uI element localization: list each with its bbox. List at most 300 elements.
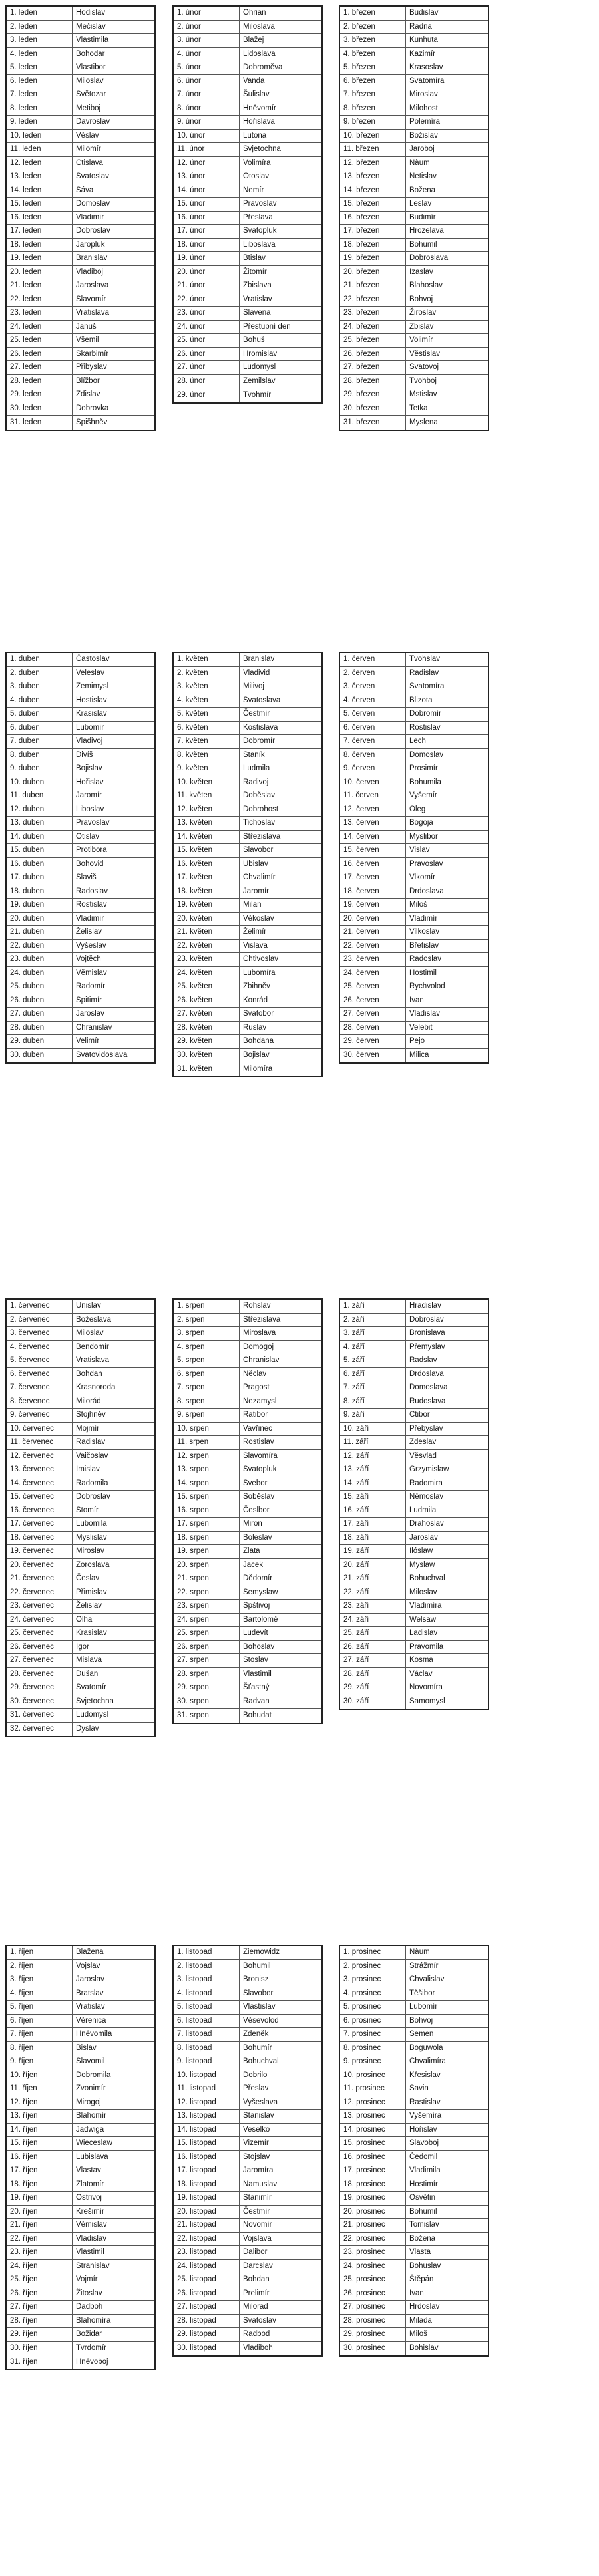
name-cell: Blížbor (76, 376, 100, 385)
name-day-row (174, 871, 321, 885)
name-cell: Grzymislaw (409, 1465, 449, 1473)
name-cell: Chranislav (243, 1356, 280, 1364)
name-day-row (340, 143, 488, 157)
name-cell: Welsaw (409, 1615, 437, 1624)
date-cell: 13. září (343, 1463, 406, 1477)
name-cell: Dobrovka (76, 404, 109, 412)
date-cell: 13. březen (343, 170, 406, 184)
name-cell: Svjetochna (243, 145, 281, 153)
name-cell: Jaromír (76, 791, 102, 799)
date-cell: 7. červen (343, 735, 406, 748)
name-cell: Zoroslava (76, 1560, 110, 1569)
name-day-row (7, 75, 154, 89)
name-cell: Bendomír (76, 1342, 109, 1351)
date-cell: 7. květen (177, 735, 240, 748)
date-cell: 29. listopad (177, 2328, 240, 2341)
date-cell: 26. květen (177, 994, 240, 1008)
date-cell: 24. září (343, 1614, 406, 1627)
name-cell: Zvonimír (76, 2084, 106, 2092)
name-day-row (7, 307, 154, 321)
name-day-row (174, 225, 321, 239)
name-day-row (174, 1695, 321, 1709)
date-cell: 14. duben (10, 831, 73, 844)
date-cell: 8. červenec (10, 1395, 73, 1409)
date-cell: 19. srpen (177, 1545, 240, 1558)
name-day-row (340, 1614, 488, 1628)
name-day-row (340, 1681, 488, 1695)
name-cell: Chvalislav (409, 1975, 445, 1983)
date-cell: 23. září (343, 1600, 406, 1613)
date-cell: 30. leden (10, 402, 73, 416)
name-day-row (7, 2124, 154, 2138)
date-cell: 27. srpen (177, 1654, 240, 1667)
name-day-row (174, 21, 321, 35)
name-cell: Ivan (409, 996, 424, 1004)
name-day-row (7, 130, 154, 144)
name-day-row (174, 1627, 321, 1641)
name-day-row (340, 708, 488, 722)
date-cell: 19. září (343, 1545, 406, 1558)
name-day-row (174, 1586, 321, 1600)
date-cell: 28. duben (10, 1022, 73, 1035)
name-day-row (7, 402, 154, 416)
date-cell: 11. červen (343, 789, 406, 803)
date-cell: 13. říjen (10, 2110, 73, 2123)
name-cell: Spišhněv (76, 418, 108, 426)
name-day-row (7, 2273, 154, 2287)
month-table-8 (339, 1298, 489, 1710)
name-cell: Pravomila (409, 1642, 444, 1651)
name-cell: Jaroslava (76, 281, 109, 289)
date-cell: 1. srpen (177, 1300, 240, 1313)
name-cell: Slavobor (243, 846, 274, 854)
name-cell: Česlbor (243, 1506, 270, 1514)
name-cell: Slavoboj (409, 2139, 439, 2147)
name-cell: Jadwiga (76, 2125, 104, 2134)
name-cell: Svatovidoslava (76, 1051, 128, 1059)
name-day-row (7, 722, 154, 736)
name-day-row (174, 967, 321, 981)
name-cell: Radbod (243, 2330, 270, 2338)
name-cell: Tvohboj (409, 376, 437, 385)
name-cell: Netislav (409, 172, 437, 180)
name-cell: Bronisz (243, 1975, 269, 1983)
date-cell: 2. květen (177, 667, 240, 680)
name-cell: Častoslav (76, 655, 110, 663)
name-day-row (340, 170, 488, 184)
name-cell: Drdoslava (409, 887, 444, 895)
date-cell: 19. leden (10, 252, 73, 265)
date-cell: 26. listopad (177, 2287, 240, 2301)
name-cell: Miloslava (243, 22, 275, 31)
name-cell: Vlasta (409, 2248, 431, 2256)
name-cell: Radomila (76, 1479, 108, 1487)
name-day-row (174, 749, 321, 763)
name-day-row (7, 953, 154, 967)
name-day-row (340, 871, 488, 885)
date-cell: 22. červen (343, 940, 406, 953)
name-day-row (340, 2260, 488, 2274)
name-cell: Vyšeslava (243, 2098, 278, 2106)
date-cell: 23. červen (343, 953, 406, 966)
name-cell: Radslav (409, 1356, 437, 1364)
name-cell: Hněvoboj (76, 2357, 108, 2366)
name-day-row (174, 157, 321, 171)
date-cell: 24. prosinec (343, 2260, 406, 2273)
name-cell: Jaroslav (76, 1010, 104, 1018)
name-day-row (174, 2192, 321, 2206)
name-day-row (7, 2069, 154, 2083)
date-cell: 4. duben (10, 694, 73, 708)
date-cell: 5. říjen (10, 2001, 73, 2014)
name-day-row (7, 858, 154, 872)
name-cell: Bohvoj (409, 2016, 433, 2025)
name-cell: Davroslav (76, 118, 110, 126)
date-cell: 5. červenec (10, 1354, 73, 1367)
name-cell: Domoslava (409, 1383, 448, 1391)
date-cell: 29. únor (177, 388, 240, 402)
date-cell: 31. červenec (10, 1709, 73, 1722)
name-day-row (7, 252, 154, 266)
name-cell: Bohdan (243, 2275, 270, 2283)
name-day-row (7, 1491, 154, 1504)
date-cell: 21. červen (343, 926, 406, 939)
name-cell: Němoslav (409, 1493, 444, 1501)
name-cell: Lubislava (76, 2152, 108, 2161)
name-cell: Bohudat (243, 1711, 272, 1719)
date-cell: 22. říjen (10, 2233, 73, 2246)
date-cell: 14. říjen (10, 2124, 73, 2137)
date-cell: 27. březen (343, 361, 406, 374)
name-cell: Ludmila (409, 1506, 437, 1514)
name-cell: Tvohslav (409, 655, 441, 663)
date-cell: 6. srpen (177, 1368, 240, 1381)
date-cell: 4. listopad (177, 1987, 240, 2001)
name-day-row (174, 266, 321, 280)
date-cell: 19. červenec (10, 1545, 73, 1558)
name-cell: Rohslav (243, 1302, 271, 1310)
name-cell: Milomíra (243, 1064, 273, 1073)
name-cell: Myslaw (409, 1560, 435, 1569)
name-cell: Pragost (243, 1383, 270, 1391)
date-cell: 11. leden (10, 143, 73, 156)
date-cell: 9. červenec (10, 1409, 73, 1422)
date-cell: 10. duben (10, 776, 73, 789)
name-day-row (7, 143, 154, 157)
name-cell: Milivoj (243, 682, 264, 690)
name-day-row (340, 2206, 488, 2219)
name-day-row (174, 1327, 321, 1341)
name-cell: Stanimír (243, 2194, 272, 2202)
date-cell: 17. únor (177, 225, 240, 238)
date-cell: 22. srpen (177, 1586, 240, 1600)
name-day-row (340, 2069, 488, 2083)
name-day-row (7, 416, 154, 430)
name-cell: Mislava (76, 1656, 102, 1664)
name-day-row (7, 170, 154, 184)
date-cell: 19. červen (343, 899, 406, 912)
name-day-row (7, 2315, 154, 2329)
name-cell: Hostislav (76, 696, 107, 704)
date-cell: 28. červen (343, 1022, 406, 1035)
name-cell: Bratslav (76, 1989, 104, 1997)
name-day-row (7, 1436, 154, 1450)
name-day-row (340, 1341, 488, 1355)
name-cell: Milan (243, 901, 262, 909)
name-day-row (340, 1409, 488, 1423)
date-cell: 23. červenec (10, 1600, 73, 1613)
name-cell: Ctibor (409, 1411, 430, 1419)
date-cell: 11. listopad (177, 2082, 240, 2096)
name-cell: Osvětin (409, 2194, 435, 2202)
date-cell: 17. září (343, 1518, 406, 1531)
name-cell: Ohrian (243, 9, 266, 17)
date-cell: 12. květen (177, 803, 240, 817)
name-day-row (174, 348, 321, 362)
name-cell: Lech (409, 737, 426, 745)
date-cell: 13. listopad (177, 2110, 240, 2123)
name-cell: Věslav (76, 131, 99, 140)
name-cell: Jaromír (243, 887, 269, 895)
date-cell: 24. duben (10, 967, 73, 980)
name-day-row (7, 2151, 154, 2165)
name-day-row (7, 2110, 154, 2124)
date-cell: 6. leden (10, 75, 73, 88)
date-cell: 22. leden (10, 293, 73, 307)
name-day-row (7, 2233, 154, 2247)
date-cell: 21. duben (10, 926, 73, 939)
date-cell: 3. leden (10, 34, 73, 47)
name-cell: Stoslav (243, 1656, 268, 1664)
name-day-row (7, 667, 154, 681)
name-day-row (174, 1545, 321, 1559)
name-day-row (174, 926, 321, 940)
name-cell: Lubomila (76, 1520, 107, 1528)
name-day-row (340, 1008, 488, 1022)
date-cell: 8. leden (10, 102, 73, 116)
name-day-row (340, 2246, 488, 2260)
date-cell: 21. červenec (10, 1572, 73, 1586)
date-cell: 30. prosinec (343, 2342, 406, 2356)
name-cell: Věkoslav (243, 914, 274, 923)
date-cell: 24. únor (177, 321, 240, 334)
name-day-row (7, 2192, 154, 2206)
name-day-row (7, 817, 154, 831)
name-day-row (340, 1477, 488, 1491)
name-day-row (174, 48, 321, 62)
date-cell: 13. srpen (177, 1463, 240, 1477)
name-day-row (7, 1381, 154, 1395)
name-day-row (340, 749, 488, 763)
date-cell: 2. listopad (177, 1960, 240, 1973)
date-cell: 26. říjen (10, 2287, 73, 2301)
date-cell: 25. říjen (10, 2273, 73, 2287)
name-day-row (340, 1572, 488, 1586)
date-cell: 23. říjen (10, 2246, 73, 2259)
date-cell: 24. listopad (177, 2260, 240, 2273)
name-day-row (340, 967, 488, 981)
name-cell: Vavřinec (243, 1424, 272, 1433)
name-cell: Kostislava (243, 723, 278, 732)
name-cell: Vladimír (76, 213, 104, 221)
name-day-row (340, 844, 488, 858)
date-cell: 13. květen (177, 817, 240, 830)
name-day-row (7, 803, 154, 817)
name-cell: Pravoslav (409, 859, 443, 868)
name-cell: Miloslav (76, 1329, 104, 1337)
name-day-row (340, 2137, 488, 2151)
name-day-row (340, 2124, 488, 2138)
name-day-row (340, 885, 488, 899)
date-cell: 17. květen (177, 871, 240, 885)
name-cell: Polemíra (409, 118, 441, 126)
name-cell: Budislav (409, 9, 439, 17)
date-cell: 6. duben (10, 722, 73, 735)
name-cell: Blahomíra (76, 2316, 111, 2325)
name-day-row (340, 1668, 488, 1682)
date-cell: 15. květen (177, 844, 240, 857)
name-day-row (340, 1395, 488, 1409)
name-day-row (7, 2260, 154, 2274)
date-cell: 29. květen (177, 1035, 240, 1048)
name-day-row (340, 1491, 488, 1504)
name-day-row (340, 2110, 488, 2124)
date-cell: 22. červenec (10, 1586, 73, 1600)
name-day-row (340, 1695, 488, 1709)
name-cell: Tetka (409, 404, 428, 412)
date-cell: 8. únor (177, 102, 240, 116)
name-day-row (340, 402, 488, 416)
name-day-row (340, 48, 488, 62)
name-day-row (7, 2342, 154, 2356)
name-day-row (7, 1641, 154, 1655)
name-cell: Slavomil (76, 2057, 105, 2065)
date-cell: 11. srpen (177, 1436, 240, 1449)
name-day-row (7, 831, 154, 845)
name-day-row (7, 48, 154, 62)
name-day-row (340, 1423, 488, 1437)
name-day-row (174, 1008, 321, 1022)
month-table-7 (172, 1298, 323, 1724)
date-cell: 12. říjen (10, 2096, 73, 2110)
name-cell: Stojhněv (76, 1411, 106, 1419)
name-cell: Vojslava (243, 2234, 272, 2243)
name-cell: Krasislav (76, 710, 107, 718)
name-day-row (7, 2082, 154, 2096)
name-cell: Unislav (76, 1302, 101, 1310)
name-day-row (7, 1681, 154, 1695)
date-cell: 14. červen (343, 831, 406, 844)
date-cell: 25. červen (343, 980, 406, 994)
name-cell: Dobromír (243, 737, 275, 745)
name-cell: Dalibor (243, 2248, 268, 2256)
date-cell: 30. červen (343, 1049, 406, 1063)
name-day-row (340, 130, 488, 144)
date-cell: 4. říjen (10, 1987, 73, 2001)
date-cell: 26. červenec (10, 1641, 73, 1654)
name-day-row (7, 2015, 154, 2029)
month-table-11 (339, 1945, 489, 2357)
name-cell: Veleslav (76, 668, 104, 677)
name-cell: Hromislav (243, 349, 278, 358)
name-day-row (174, 321, 321, 335)
name-day-row (7, 198, 154, 212)
name-day-row (340, 1627, 488, 1641)
name-day-row (7, 1614, 154, 1628)
date-cell: 14. leden (10, 184, 73, 198)
name-day-row (7, 2096, 154, 2110)
date-cell: 4. červenec (10, 1341, 73, 1354)
name-day-row (7, 1960, 154, 1974)
name-day-row (7, 388, 154, 402)
date-cell: 18. červen (343, 885, 406, 899)
date-cell: 11. březen (343, 143, 406, 156)
name-cell: Vladimír (76, 914, 104, 923)
name-cell: Milomír (76, 145, 101, 153)
name-cell: Radoslav (76, 887, 108, 895)
date-cell: 7. prosinec (343, 2028, 406, 2041)
name-cell: Drdoslava (409, 1369, 444, 1378)
date-cell: 15. červen (343, 844, 406, 857)
date-cell: 13. únor (177, 170, 240, 184)
date-cell: 9. únor (177, 116, 240, 129)
date-cell: 17. listopad (177, 2164, 240, 2178)
name-cell: Volimíra (243, 158, 271, 167)
name-cell: Dušan (76, 1669, 99, 1678)
name-day-row (7, 1709, 154, 1723)
name-cell: Semen (409, 2030, 434, 2038)
name-cell: Lidoslava (243, 49, 276, 58)
date-cell: 14. listopad (177, 2124, 240, 2137)
name-day-row (340, 913, 488, 927)
name-day-row (340, 184, 488, 198)
name-cell: Dobrohost (243, 805, 279, 813)
name-cell: Bohoslav (243, 1642, 275, 1651)
name-day-row (340, 994, 488, 1008)
name-cell: Křesislav (409, 2071, 441, 2079)
date-cell: 4. květen (177, 694, 240, 708)
date-cell: 27. květen (177, 1008, 240, 1021)
date-cell: 25. prosinec (343, 2273, 406, 2287)
name-cell: Staník (243, 750, 265, 759)
name-cell: Miroslav (76, 1547, 104, 1555)
date-cell: 23. duben (10, 953, 73, 966)
name-day-row (7, 2355, 154, 2369)
name-cell: Milohost (409, 104, 438, 112)
date-cell: 21. září (343, 1572, 406, 1586)
name-cell: Krasnoroda (76, 1383, 116, 1391)
name-day-row (174, 844, 321, 858)
name-cell: Radna (409, 22, 432, 31)
name-day-row (7, 1723, 154, 1737)
name-cell: Vaičoslav (76, 1451, 108, 1460)
name-cell: Krasoslav (409, 63, 443, 71)
name-cell: Střezislava (243, 832, 281, 841)
name-cell: Světozar (76, 90, 106, 98)
name-cell: Vlkomír (409, 873, 435, 881)
name-cell: Kazimír (409, 49, 435, 58)
date-cell: 5. květen (177, 708, 240, 721)
name-day-row (174, 2219, 321, 2233)
name-day-row (340, 694, 488, 708)
name-day-row (7, 266, 154, 280)
date-cell: 15. únor (177, 198, 240, 211)
name-cell: Bohumil (243, 1961, 271, 1970)
name-cell: Kunhuta (409, 36, 438, 44)
month-table-3 (5, 652, 156, 1064)
name-cell: Doběslav (243, 791, 275, 799)
name-day-row (174, 61, 321, 75)
